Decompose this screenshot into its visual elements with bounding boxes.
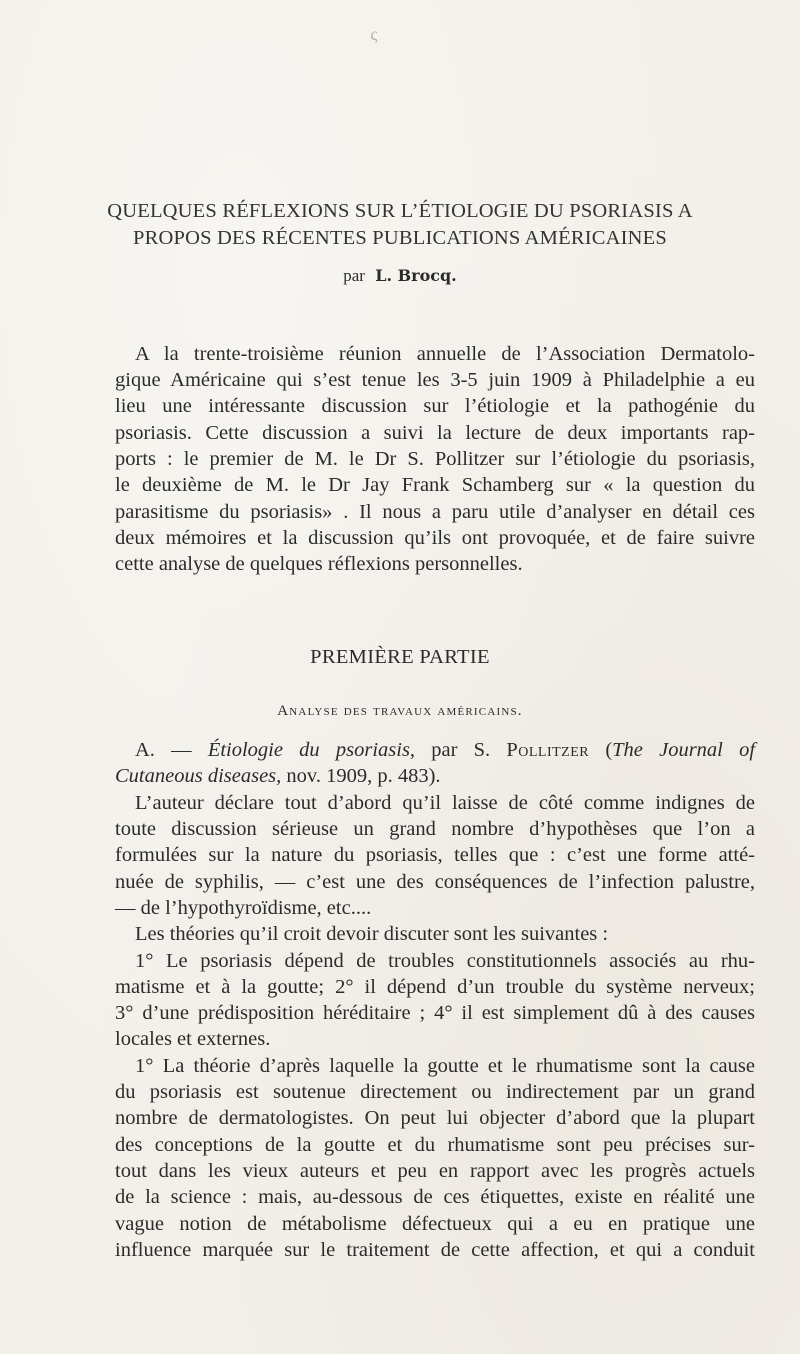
ref-journal-part2: Cutaneous diseases, bbox=[115, 765, 282, 787]
body-line: du psoriasis est soutenue directement ou indirectement par un grand bbox=[115, 1081, 755, 1103]
body-line: vague notion de métabolisme défectueux qui a eu en pratique une bbox=[115, 1213, 755, 1235]
body-line: locales et externes. bbox=[115, 1028, 271, 1050]
article-title-line-2: PROPOS DES RÉCENTES PUBLICATIONS AMÉRICAINES bbox=[133, 227, 667, 249]
byline bbox=[0, 266, 800, 286]
subsection-heading: Analyse des travaux américains. bbox=[277, 703, 523, 719]
body-line: de la science : mais, au-dessous de ces étiquettes, existe en réalité une bbox=[115, 1186, 755, 1208]
ref-details: nov. 1909, p. 483). bbox=[281, 765, 441, 787]
ref-journal-part1: The Journal of bbox=[612, 739, 756, 761]
body-line: formulées sur la nature du psoriasis, telles que : c’est une forme atté- bbox=[115, 844, 755, 866]
body-line: nombre de dermatologistes. On peut lui objecter d’abord que la plupart bbox=[115, 1107, 755, 1129]
intro-line: A la trente-troisième réunion annuelle de l’Association Dermatolo- bbox=[135, 343, 755, 365]
body-line: 3° d’une prédisposition héréditaire ; 4° il est simplement dû à des causes bbox=[115, 1002, 755, 1024]
intro-line: gique Américaine qui s’est tenue les 3-5 juin 1909 à Philadelphie a eu bbox=[115, 369, 755, 391]
body-line: — de l’hypothyroïdisme, etc.... bbox=[115, 897, 372, 919]
article-title-line-1: QUELQUES RÉFLEXIONS SUR L’ÉTIOLOGIE DU PSORIASIS A bbox=[107, 200, 693, 222]
intro-line: deux mémoires et la discussion qu’ils ont provoquée, et de faire suivre bbox=[115, 527, 755, 549]
ref-prefix: A. — bbox=[135, 739, 208, 761]
ref-open: ( bbox=[589, 739, 613, 761]
body-line: 1° La théorie d’après laquelle la goutte et le rhumatisme sont la cause bbox=[135, 1055, 755, 1077]
body-line: 1° Le psoriasis dépend de troubles constitutionnels associés au rhu- bbox=[135, 950, 755, 972]
library-stamp-icon: ς bbox=[370, 24, 378, 44]
author-name: L. Brocq. bbox=[375, 266, 457, 285]
intro-line: parasitisme du psoriasis» . Il nous a paru utile d’analyser en détail ces bbox=[115, 501, 755, 523]
ref-mid: par S. bbox=[415, 739, 507, 761]
body-line: nuée de syphilis, — c’est une des conséquences de l’infection palustre, bbox=[115, 871, 755, 893]
byline-prefix: par bbox=[343, 266, 365, 285]
body-line: des conceptions de la goutte et du rhumatisme sont peu précises sur- bbox=[115, 1134, 755, 1156]
body-line: influence marquée sur le traitement de cette affection, et qui a conduit bbox=[115, 1239, 755, 1261]
body-line: tout dans les vieux auteurs et peu en rapport avec les progrès actuels bbox=[115, 1160, 755, 1182]
intro-line: ports : le premier de M. le Dr S. Pollitzer sur l’étiologie du psoriasis, bbox=[115, 448, 755, 470]
ref-title: Étiologie du psoriasis, bbox=[207, 739, 416, 761]
body-line: Les théories qu’il croit devoir discuter sont les suivantes : bbox=[135, 923, 609, 945]
intro-line: le deuxième de M. le Dr Jay Frank Schamberg sur « la question du bbox=[115, 474, 755, 496]
section-heading: PREMIÈRE PARTIE bbox=[310, 646, 490, 668]
reference-line-2 bbox=[115, 763, 755, 789]
body-line: L’auteur déclare tout d’abord qu’il laisse de côté comme indignes de bbox=[135, 792, 755, 814]
ref-author: Pollitzer bbox=[506, 739, 590, 761]
body-line: toute discussion sérieuse un grand nombre d’hypothèses que l’on a bbox=[115, 818, 755, 840]
intro-line: lieu une intéressante discussion sur l’étiologie et la pathogénie du bbox=[115, 395, 755, 417]
reference-line-1 bbox=[135, 737, 755, 763]
intro-line: cette analyse de quelques réflexions personnelles. bbox=[115, 553, 523, 575]
body-line: matisme et à la goutte; 2° il dépend d’un trouble du système nerveux; bbox=[115, 976, 755, 998]
intro-line: psoriasis. Cette discussion a suivi la lecture de deux importants rap- bbox=[115, 422, 755, 444]
